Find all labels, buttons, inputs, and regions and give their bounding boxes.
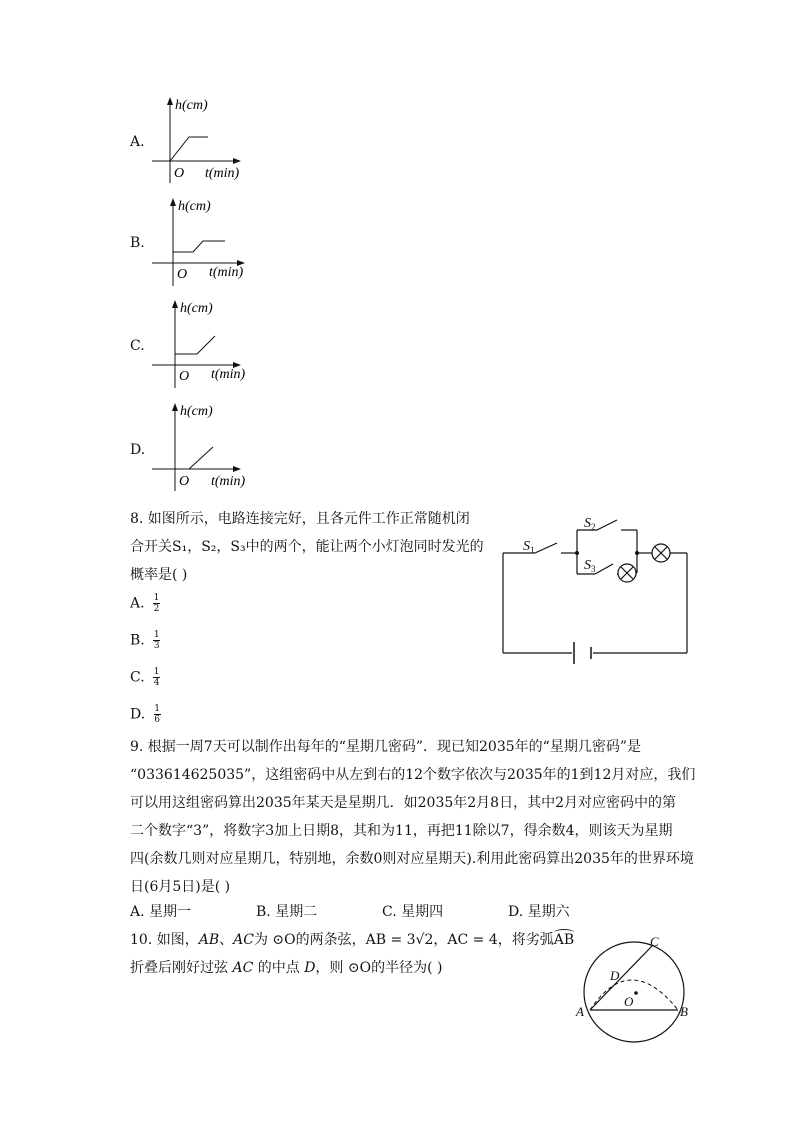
q7-option-a-label: A. — [130, 134, 145, 150]
x-axis-label: t(min) — [205, 166, 240, 181]
svg-text:A: A — [576, 1004, 584, 1019]
origin-label: O — [179, 369, 190, 384]
q7-option-d-label: D. — [130, 442, 146, 458]
q7-option-b-graph — [145, 196, 255, 286]
fraction: $\frac{1}{3}$ — [153, 630, 160, 651]
q9-choice-d: D. 星期六 — [508, 904, 570, 920]
svg-text:O: O — [624, 994, 634, 1009]
q10-circle-figure — [570, 930, 700, 1045]
q7-option-d-graph — [145, 401, 255, 491]
svg-text:S1: $S_1$ — [523, 539, 535, 555]
origin-label: O — [174, 166, 185, 181]
q9-text-line-5: 四(余数几则对应星期几，特别地，余数0则对应星期天).利用此密码算出2035年的世界环境 — [130, 851, 694, 867]
x-axis-label: t(min) — [211, 474, 246, 489]
q8-option-b: B. $\frac{1}{3}$ — [130, 630, 160, 651]
origin-label: O — [177, 267, 188, 282]
q9-choice-a: A. 星期一 — [130, 904, 192, 920]
q9-text-line-1: 9. 根据一周7天可以制作出每年的“星期几密码”．现已知2035年的“星期几密码”是 — [130, 739, 641, 755]
svg-text:B: B — [680, 1004, 688, 1019]
fraction: $\frac{1}{4}$ — [153, 667, 160, 688]
svg-text:D: D — [610, 968, 620, 983]
svg-text:C: C — [650, 934, 659, 949]
y-axis-label: h(cm) — [180, 404, 213, 419]
q7-option-b-label: B. — [130, 235, 145, 251]
q8-text-line-3: 概率是( ) — [130, 567, 188, 583]
q7-option-c-graph — [145, 298, 255, 388]
fraction: $\frac{1}{6}$ — [154, 704, 160, 725]
q9-text-line-3: 可以用这组密码算出2035年某天是星期几．如2035年2月8日，其中2月对应密码中的第 — [130, 795, 676, 811]
q9-text-line-2: “033614625035”，这组密码中从左到右的12个数字依次与2035年的1到12月对应，我们 — [130, 767, 696, 783]
fraction: $\frac{1}{2}$ — [153, 593, 160, 614]
q8-text-line-1: 8. 如图所示，电路连接完好，且各元件工作正常随机闭 — [130, 511, 470, 527]
y-axis-label: h(cm) — [180, 301, 213, 316]
q9-choice-b: B. 星期二 — [256, 904, 318, 920]
x-axis-label: t(min) — [209, 265, 244, 280]
q10-text-line-1: 10. 如图，AB、AC为 ⊙O的两条弦，AB = 3√2，AC = 4，将劣弧 AB — [130, 929, 574, 949]
q7-option-a-graph — [145, 95, 255, 185]
q8-option-d: D. $\frac{1}{6}$ — [130, 704, 160, 725]
origin-label: O — [179, 474, 190, 489]
svg-text:S3: $S_3$ — [584, 558, 596, 574]
q8-text-line-2: 合开关S₁，S₂，S₃中的两个，能让两个小灯泡同时发光的 — [130, 539, 484, 555]
q8-option-c: C. $\frac{1}{4}$ — [130, 667, 160, 688]
q9-text-line-6: 日(6月5日)是( ) — [130, 879, 231, 895]
q8-option-a: A. $\frac{1}{2}$ — [130, 593, 160, 614]
q9-text-line-4: 二个数字“3”，将数字3加上日期8，其和为11，再把11除以7，得余数4，则该天为星期 — [130, 823, 673, 839]
q9-choice-c: C. 星期四 — [382, 904, 444, 920]
y-axis-label: h(cm) — [178, 199, 211, 214]
q10-text-line-2: 折叠后刚好过弦 AC 的中点 D，则 ⊙O的半径为( ) — [130, 960, 443, 976]
svg-text:S2: $S_2$ — [584, 516, 596, 532]
x-axis-label: t(min) — [211, 367, 246, 382]
q7-option-c-label: C. — [130, 338, 145, 354]
q8-circuit-diagram — [495, 510, 695, 670]
y-axis-label: h(cm) — [175, 98, 208, 113]
